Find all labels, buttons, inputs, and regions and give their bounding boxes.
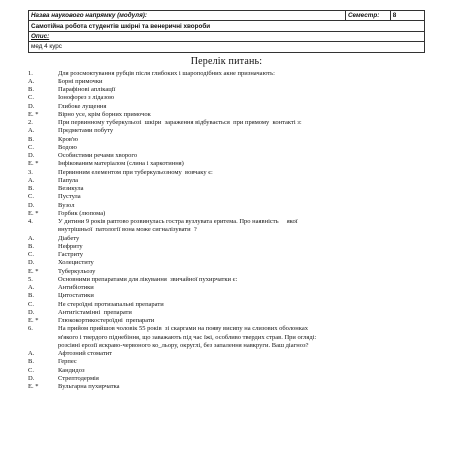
answer-option (28, 301, 425, 309)
question-list (28, 70, 425, 392)
item-marker: D. (28, 102, 35, 110)
item-marker: D. (28, 259, 35, 267)
item-marker: E. * (28, 267, 39, 275)
item-text: Основними препаратами для лікування звичайної пухирчатки є: (58, 275, 238, 283)
answer-option (28, 86, 425, 94)
header-table (28, 10, 425, 53)
answer-option (28, 309, 425, 317)
answer-option (28, 144, 425, 152)
item-text: Водою (58, 143, 77, 151)
item-text: Парафінові аплікації (58, 86, 116, 93)
item-text: Везикула (58, 185, 84, 192)
item-text: При первинному туберкульозі шкіри зараження відбувається при прямому контакті з: (58, 119, 302, 126)
answer-option (28, 136, 425, 144)
answer-option (28, 375, 425, 383)
item-text: Кандидоз (58, 366, 85, 374)
answer-option (28, 350, 425, 358)
question-item (28, 70, 425, 78)
item-text: Вульгарна пухирчатка (58, 383, 120, 390)
item-text: Антибіотики (58, 284, 94, 291)
item-marker: C. (28, 300, 34, 308)
item-text: Горбик (люпома) (58, 209, 106, 217)
answer-option (28, 383, 425, 391)
item-marker: D. (28, 308, 35, 316)
item-marker: B. (28, 185, 34, 192)
answer-option (28, 358, 425, 366)
item-marker: E. * (28, 209, 39, 217)
question-item (28, 169, 425, 177)
answer-option (28, 160, 425, 168)
question-item (28, 325, 425, 350)
semester-label: Семестр: (345, 11, 390, 21)
item-marker: A. (28, 77, 35, 85)
item-text: Цитостатики (58, 292, 94, 300)
item-marker: A. (28, 234, 35, 242)
answer-option (28, 284, 425, 292)
item-text: Вузол (58, 201, 75, 209)
item-text: У дитини 9 років раптово розвинулась гостра вузлувата еритема. Про наявність якої внутрішньої патології вона може сигналізувати ? (58, 218, 298, 234)
item-text: Антигістамінні препарати (58, 308, 132, 316)
item-marker: E. * (28, 110, 39, 118)
item-marker: B. (28, 358, 34, 366)
item-marker: B. (28, 242, 34, 250)
answer-option (28, 268, 425, 276)
item-text: Не стероїдні протизапальні препарати (58, 300, 164, 308)
item-marker: B. (28, 135, 34, 143)
item-marker: 6. (28, 325, 33, 333)
item-marker: 4. (28, 218, 33, 225)
module-title: Самотійна робота студентів шкірні та венеричні хвороби (29, 21, 425, 31)
item-text: Туберкульозу (58, 267, 96, 275)
answer-option (28, 259, 425, 267)
item-text: Стрептодермія (58, 374, 99, 382)
answer-option (28, 127, 425, 135)
item-text: Кров'ю (58, 135, 78, 143)
answer-option (28, 367, 425, 375)
answer-option (28, 235, 425, 243)
item-marker: A. (28, 127, 35, 135)
item-marker: E. * (28, 160, 39, 168)
item-marker: A. (28, 350, 35, 357)
item-text: Первинним елементом при туберкульозному вовчаку є: (58, 168, 213, 176)
question-item (28, 218, 425, 235)
item-marker: 5. (28, 275, 33, 283)
item-marker: C. (28, 251, 34, 258)
item-marker: 1. (28, 69, 33, 77)
item-text: На прийом прийшов чоловік 55 років зі скаргами на появу висипу на слизових оболонках м'якого і твердого піднебіння, що заважають під час їжі, особливо твердих страв. При огляді: розсіяні ерозії яскраво-червоного ко_льору, округлі, без запалення навкруги. Ваш діагноз? (58, 325, 317, 349)
answer-option (28, 202, 425, 210)
item-marker: B. (28, 292, 34, 300)
document-page (28, 10, 425, 391)
item-marker: E. * (28, 383, 39, 390)
item-text: Борні примочки (58, 77, 103, 85)
item-text: Папула (58, 176, 79, 184)
item-text: Афтозний стоматит (58, 350, 113, 357)
answer-option (28, 78, 425, 86)
answer-option (28, 317, 425, 325)
answer-option (28, 111, 425, 119)
item-text: Пустула (58, 193, 81, 201)
item-marker: C. (28, 143, 34, 151)
item-marker: A. (28, 176, 35, 184)
item-marker: B. (28, 86, 34, 93)
answer-option (28, 210, 425, 218)
item-marker: D. (28, 152, 35, 159)
item-text: Глибоке лущення (58, 102, 107, 110)
item-marker: C. (28, 94, 34, 102)
answer-option (28, 103, 425, 111)
item-text: Для розсмоктування рубців після глибоких і шароподібних акне призначають: (58, 69, 275, 77)
answer-option (28, 152, 425, 160)
course-label: мед 4 курс (29, 42, 425, 52)
description-label: Опис: (29, 31, 425, 41)
item-marker: D. (28, 374, 35, 382)
item-text: Глюкокортикостероїдні препарати (58, 317, 155, 324)
answer-option (28, 185, 425, 193)
semester-value: 8 (390, 11, 424, 21)
item-marker: 3. (28, 168, 33, 176)
item-marker: 2. (28, 119, 33, 126)
answer-option (28, 292, 425, 300)
answer-option (28, 177, 425, 185)
item-text: Холециститу (58, 259, 94, 267)
item-text: Нефриту (58, 242, 83, 250)
question-item (28, 119, 425, 127)
item-text: Особистими речами хворого (58, 152, 138, 159)
answer-option (28, 193, 425, 201)
item-text: Інфікованим матеріалом (слина і харкотиння) (58, 160, 184, 168)
item-marker: E. * (28, 317, 39, 324)
item-marker: A. (28, 284, 35, 291)
item-marker: C. (28, 366, 34, 374)
item-text: Діабету (58, 234, 80, 242)
item-marker: D. (28, 201, 35, 209)
item-text: Гастриту (58, 251, 84, 258)
item-text: Предметами побуту (58, 127, 114, 135)
answer-option (28, 251, 425, 259)
answer-option (28, 94, 425, 102)
page-title: Перелік питань: (190, 55, 263, 67)
item-marker: C. (28, 193, 34, 201)
discipline-label: Назва наукового напрямку (модуля): (29, 11, 346, 21)
question-item (28, 276, 425, 284)
answer-option (28, 243, 425, 251)
item-text: Вірно усе, крім борних примочок (58, 110, 151, 118)
item-text: Герпес (58, 358, 77, 366)
item-text: Іонофорез з лідазою (58, 94, 115, 102)
